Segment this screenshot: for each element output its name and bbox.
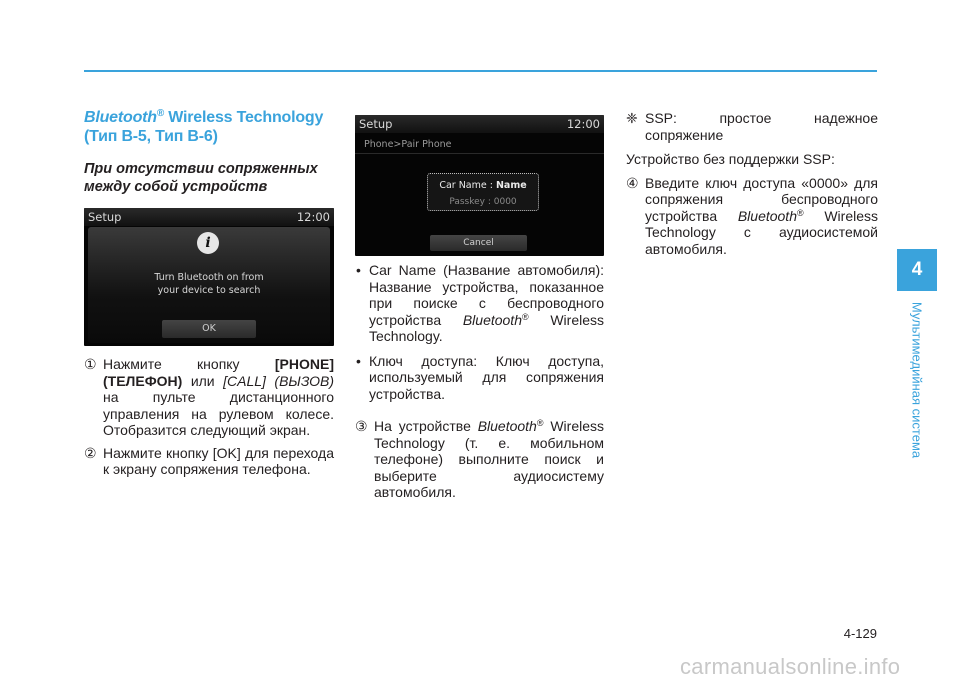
ok-button[interactable]: OK: [162, 320, 256, 338]
reg-mark: ®: [522, 311, 529, 322]
column-right: [626, 110, 878, 263]
screen-clock: 12:00: [296, 210, 330, 224]
step-text: Нажмите кнопку [OK] для перехода к экрану сопряжения телефона.: [103, 444, 334, 477]
screen-clock: 12:00: [566, 117, 600, 131]
call-key-label: [CALL] (ВЫЗОВ): [223, 372, 334, 389]
screen-message-line2: your device to search: [157, 285, 261, 296]
screen-title: Setup: [359, 117, 393, 131]
step-text: на пульте дистанционного управления на рулевом колесе. Отобразится следующий экран.: [103, 389, 334, 438]
screen-message-line1: Turn Bluetooth on from: [154, 272, 264, 283]
bullet-text: Ключ доступа: Ключ доступа, используемый для сопряжения устройства.: [369, 352, 604, 402]
column-left: [84, 108, 334, 484]
cancel-button[interactable]: Cancel: [430, 235, 527, 251]
ssp-note: [626, 110, 878, 143]
reg-mark: ®: [536, 418, 544, 428]
bullet-text: Wireless Technology.: [369, 311, 605, 344]
subheading: При отсутствии сопряженных между собой устройств: [84, 161, 318, 195]
note-text: SSP: простое надежное сопряжение: [645, 110, 878, 143]
title-reg-mark: ®: [156, 108, 165, 119]
bluetooth-brand: Bluetooth: [462, 311, 522, 328]
step-4: [626, 175, 878, 258]
car-name-value: Name: [495, 180, 527, 191]
screen-status-bar: [355, 115, 604, 133]
page-number: 4-129: [843, 626, 877, 641]
top-divider: [84, 70, 877, 72]
step-1: [84, 356, 334, 439]
bullet-dot: •: [356, 262, 361, 278]
passkey-row: Passkey : 0000: [449, 197, 517, 207]
step-number: ④: [626, 174, 639, 191]
info-icon: i: [197, 232, 219, 254]
step-number: ②: [84, 444, 97, 461]
step-text: Нажмите кнопку: [103, 356, 275, 372]
pairing-info-dialog: [427, 173, 539, 211]
watermark: carmanualsonline.info: [680, 654, 901, 679]
divider: [355, 153, 604, 154]
bullet-text: Car Name (Название автомобиля): Название устройства, показанное при поиске с беспроводного устройства: [369, 262, 604, 328]
title-rest: Wireless Technology: [164, 109, 324, 126]
phone-key-label: [PHONE] (ТЕЛЕФОН): [103, 356, 334, 389]
car-name-label: Car Name :: [439, 180, 496, 191]
step-text: Wireless Technology с аудиосистемой автомобиля.: [645, 207, 879, 257]
bullet-car-name: [355, 262, 604, 345]
step-number: ③: [355, 418, 368, 434]
step-text: Wireless Technology (т. е. мобильном телефоне) выполните поиск и выберите аудиосистему автомобиля.: [374, 418, 604, 500]
section-title: [84, 108, 334, 146]
step-2: [84, 445, 334, 478]
no-ssp-label: Устройство без поддержки SSP:: [626, 151, 835, 167]
chapter-tab: 4: [897, 249, 937, 291]
bullet-passkey: [355, 353, 604, 403]
screen-status-bar: [84, 208, 334, 226]
step-text: На устройстве: [374, 418, 478, 434]
bluetooth-brand: Bluetooth: [477, 418, 537, 434]
step-number: ①: [84, 356, 97, 372]
bullet-dot: •: [356, 352, 361, 369]
note-mark: ❈: [626, 110, 638, 126]
chapter-title: Мультимедийная система: [909, 301, 925, 459]
screen-bluetooth-prompt: [84, 208, 334, 346]
bluetooth-brand: Bluetooth: [737, 207, 797, 224]
reg-mark: ®: [797, 207, 804, 218]
screen-pair-phone: [355, 115, 604, 256]
step-text: Введите ключ доступа «0000» для сопряжения беспроводного устройства: [645, 174, 878, 224]
car-name-row: [428, 178, 538, 195]
breadcrumb: Phone>Pair Phone: [364, 139, 452, 150]
screen-title: Setup: [88, 210, 122, 224]
step-text: или: [182, 372, 224, 389]
title-brand: Bluetooth: [84, 109, 157, 126]
screen-message: [84, 271, 334, 297]
step-3: [355, 418, 604, 501]
column-middle: [355, 115, 604, 507]
title-line2: (Тип В-5, Тип В-6): [84, 128, 218, 145]
